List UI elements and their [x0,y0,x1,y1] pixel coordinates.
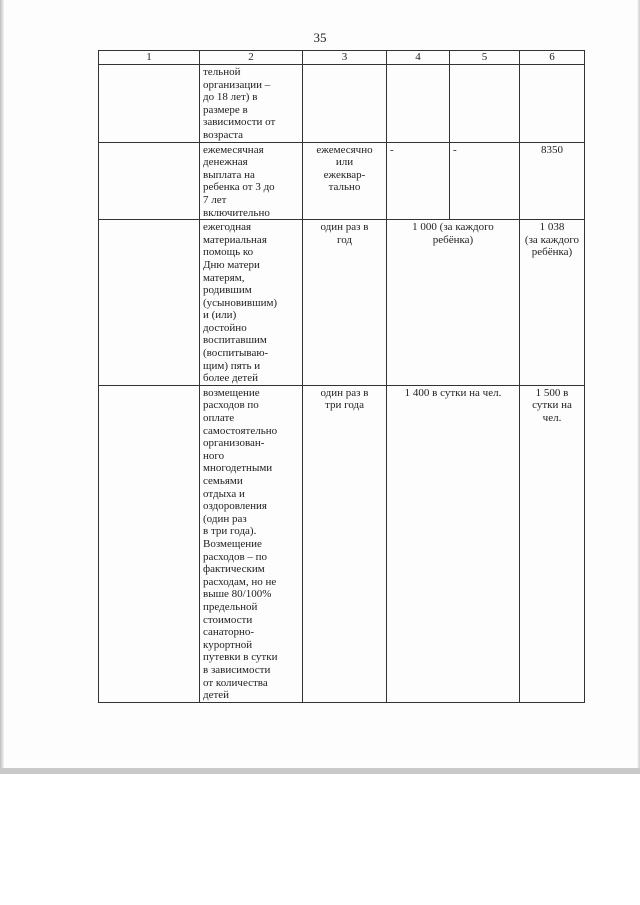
cell-text-line: материальная [203,233,267,246]
cell-frequency [303,65,387,143]
cell-text-line: санаторно- [203,626,255,639]
cell-col5 [450,142,520,220]
cell-col5 [450,65,520,143]
cell-text-line: расходов – по [203,550,268,563]
table-row [99,65,585,143]
cell-col4 [387,65,450,143]
cell-text-line: многодетными [203,462,273,475]
cell-text-line: путевки в сутки [203,651,278,664]
cell-text-line: курортной [203,638,253,651]
cell-text-line: ежемесячно [316,143,373,156]
cell-text-line: более детей [203,372,259,385]
cell-benefit-description [200,65,303,143]
cell-benefit-description [200,220,303,386]
cell-text-line: 1 500 в [535,386,569,399]
cell-text-line: в три года). [203,525,257,538]
cell-text-line: Дню матери [203,258,260,271]
cell-text-line: возмещение [203,386,260,399]
cell-col1 [99,385,200,702]
cell-amount [520,220,585,386]
table-row [99,385,585,702]
cell-text-line: ного [203,449,225,462]
cell-text-line: Возмещение [203,537,262,550]
cell-text-line: размере в [203,103,248,116]
cell-text-line: - [453,143,457,156]
cell-text-line: тельной [203,66,241,78]
cell-text-line: до 18 лет) в [203,91,258,104]
cell-text-line: (за каждого [524,233,580,246]
cell-text-line: фактическим [203,563,265,576]
cell-text-line: - [390,143,394,156]
cell-col1 [99,65,200,143]
cell-text-line: год [336,233,353,246]
cell-text-line: воспитавшим [203,334,267,347]
cell-text-line: (усыновившим) [203,296,278,309]
column-header-2: 2 [200,51,303,65]
cell-text-line: 1 038 [539,221,565,234]
column-header-5: 5 [450,51,520,65]
cell-text-line: организован- [203,437,265,450]
cell-text-line: расходов по [203,399,259,412]
cell-frequency [303,385,387,702]
page-number: 35 [313,30,327,45]
cell-text-line: чел. [542,412,562,425]
table-header-row [99,51,585,65]
cell-text-line: помощь ко [203,246,254,259]
cell-text-line: ежемесячная [203,143,264,156]
cell-text-line: тально [328,181,361,194]
cell-text-line: 1 400 в сутки на чел. [404,386,502,399]
cell-col1 [99,142,200,220]
cell-text-line: достойно [203,321,247,334]
cell-amount [520,385,585,702]
table-row [99,220,585,386]
cell-text-line: ребенка от 3 до [203,181,275,194]
cell-text-line: оплате [203,412,235,425]
cell-text-line: щим) пять и [203,359,261,372]
cell-col1 [99,220,200,386]
column-header-6: 6 [520,51,585,65]
cell-text-line: один раз в [320,221,369,234]
cell-text-line: зависимости от [203,116,276,129]
cell-frequency [303,220,387,386]
cell-text-line: стоимости [203,613,253,626]
cell-text-line: 1 000 (за каждого [412,221,494,234]
cell-col4 [387,142,450,220]
table-row [99,142,585,220]
cell-text-line: возраста [203,128,244,141]
cell-text-line: 7 лет [203,193,227,206]
cell-text-line: предельной [203,600,258,613]
cell-text-line: семьями [203,475,243,487]
column-header-3: 3 [303,51,387,65]
benefits-table [98,50,585,703]
cell-frequency [303,142,387,220]
cell-text-line: ежегодная [203,221,252,234]
cell-text-line: родившим [203,284,252,297]
cell-text-line: включительно [203,206,270,219]
cell-col4-5 [387,385,520,702]
cell-text-line: оздоровления [203,500,267,513]
cell-text-line: от количества [203,676,268,689]
cell-text-line: и (или) [203,309,237,322]
cell-text-line: три года [325,399,364,412]
column-header-4: 4 [387,51,450,65]
cell-text-line: самостоятельно [203,424,278,437]
cell-text-line: или [335,156,354,169]
cell-text-line: сутки на [532,399,572,412]
cell-text-line: ежеквар- [323,168,366,181]
cell-text-line: ребёнка) [432,233,474,246]
cell-text-line: (один раз [203,512,247,525]
cell-text-line: (воспитываю- [203,347,269,360]
cell-text-line: 8350 [541,143,563,156]
cell-text-line: денежная [203,156,248,169]
cell-text-line: отдыха и [203,487,245,500]
cell-text-line: один раз в [320,386,369,399]
cell-text-line: в зависимости [203,663,271,676]
cell-text-line: детей [203,689,230,702]
cell-text-line: организации – [203,78,271,91]
cell-text-line: ребёнка) [531,246,573,259]
scan-left-edge [0,0,4,768]
cell-amount [520,142,585,220]
column-header-1: 1 [99,51,200,65]
cell-col4-5 [387,220,520,386]
cell-text-line: выше 80/100% [203,588,272,601]
cell-amount [520,65,585,143]
cell-benefit-description [200,385,303,702]
cell-text-line: выплата на [203,168,255,181]
cell-benefit-description [200,142,303,220]
cell-text-line: матерям, [203,271,245,284]
cell-text-line: расходам, но не [203,575,277,588]
